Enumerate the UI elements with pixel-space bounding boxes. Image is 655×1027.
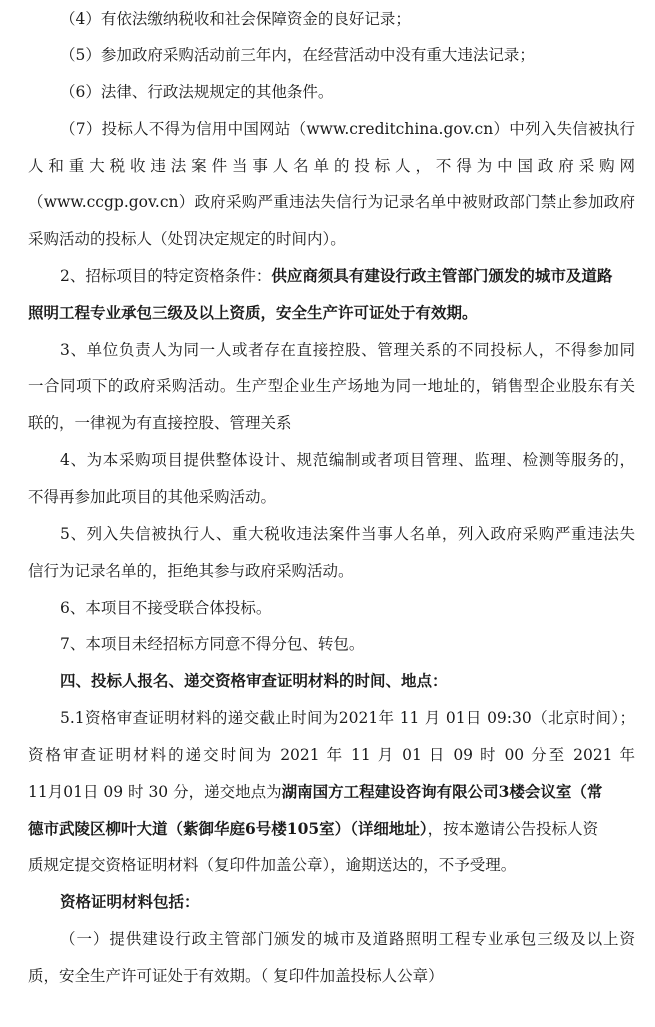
text-line: 7、本项目未经招标方同意不得分包、转包。 [60,635,365,653]
text-line: 5.1资格审查证明材料的递交截止时间为2021年 11 月 01日 09:30（北京时间）； [60,709,635,727]
text-run: 11月01日 09 时 30 分，递交地点为 [28,783,282,801]
text-line: 人和重大税收违法案件当事人名单的投标人，不得为中国政府采购网 [28,157,635,175]
text-line: （www.ccgp.gov.cn）政府采购严重违法失信行为记录名单中被财政部门禁止参加政府 [28,193,635,211]
subsection-heading: 资格证明材料包括： [60,892,200,911]
text-line: （7）投标人不得为信用中国网站（www.creditchina.gov.cn）中列入失信被执行 [60,120,635,138]
text-line: 资格审查证明材料的递交时间为 2021 年 11 月 01 日 09 时 00 分至 2021 年 [28,746,635,764]
text-line: 4、为本采购项目提供整体设计、规范编制或者项目管理、监理、检测等服务的， [60,451,635,469]
text-line [28,780,635,804]
bold-text-run: 德市武陵区柳叶大道（紫御华庭6号楼105室）（详细地址） [28,819,428,838]
text-line [60,264,635,288]
text-line: 信行为记录名单的，拒绝其参与政府采购活动。 [28,562,354,580]
text-line: 照明工程专业承包三级及以上资质，安全生产许可证处于有效期。 [28,303,478,322]
text-line: 不得再参加此项目的其他采购活动。 [28,488,277,506]
bold-text-run: 湖南国方工程建设咨询有限公司3楼会议室（常 [281,782,603,801]
text-line: 质，安全生产许可证处于有效期。（ 复印件加盖投标人公章） [28,967,444,985]
text-run: ，按本邀请公告投标人资 [427,820,599,838]
text-line: 一合同项下的政府采购活动。生产型企业生产场地为同一地址的，销售型企业股东有关 [28,377,635,395]
text-line: 5、列入失信被执行人、重大税收违法案件当事人名单，列入政府采购严重违法失 [60,525,635,543]
text-line: （一）提供建设行政主管部门颁发的城市及道路照明工程专业承包三级及以上资 [60,930,635,948]
section-heading: 四、投标人报名、递交资格审查证明材料的时间、地点： [60,671,448,690]
text-line: （4）有依法缴纳税收和社会保障资金的良好记录； [60,10,411,28]
text-line: （6）法律、行政法规规定的其他条件。 [60,83,334,101]
text-line: 质规定提交资格证明材料（复印件加盖公章），逾期送达的，不予受理。 [28,856,517,874]
text-line: 3、单位负责人为同一人或者存在直接控股、管理关系的不同投标人，不得参加同 [60,341,635,359]
text-line: 联的，一律视为有直接控股、管理关系 [28,414,292,432]
text-line [28,817,635,841]
text-line: （5）参加政府采购活动前三年内，在经营活动中没有重大违法记录； [60,46,535,64]
bold-text-run: 供应商须具有建设行政主管部门颁发的城市及道路 [271,266,613,285]
text-line: 采购活动的投标人（处罚决定规定的时间内）。 [28,230,346,248]
text-run: 2、招标项目的特定资格条件： [60,267,272,285]
text-line: 6、本项目不接受联合体投标。 [60,599,272,617]
